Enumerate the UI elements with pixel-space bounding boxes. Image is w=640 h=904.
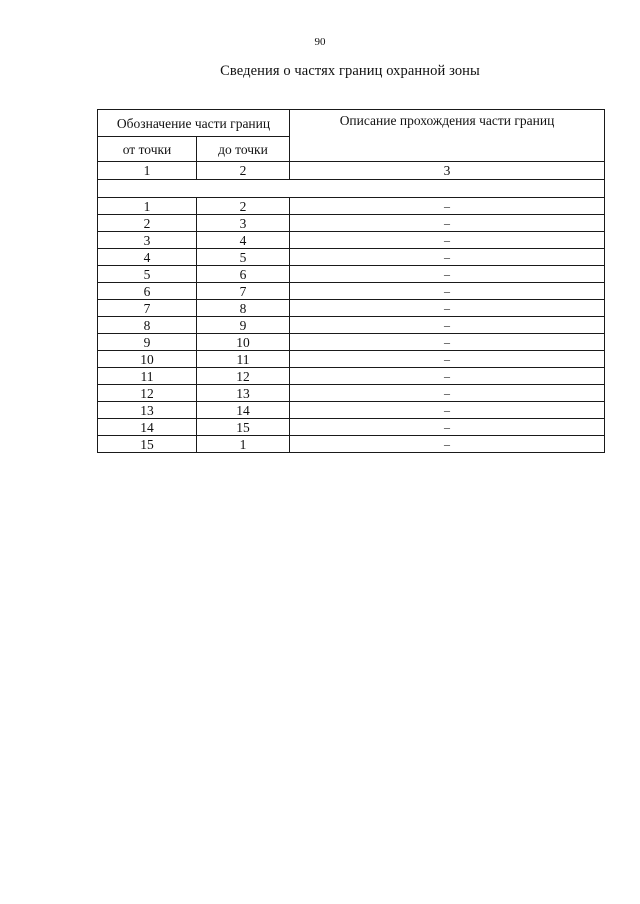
- table-row: [98, 232, 605, 249]
- to-point-cell: 7: [197, 283, 290, 300]
- description-cell: –: [290, 334, 605, 351]
- boundary-parts-table: [97, 109, 605, 453]
- table-row: [98, 436, 605, 453]
- table-row: [98, 419, 605, 436]
- to-point-cell: 15: [197, 419, 290, 436]
- description-cell: –: [290, 215, 605, 232]
- table-row: [98, 198, 605, 215]
- table-row: [98, 266, 605, 283]
- column-number: 1: [98, 162, 197, 180]
- to-point-cell: 13: [197, 385, 290, 402]
- to-point-cell: 2: [197, 198, 290, 215]
- from-point-cell: 8: [98, 317, 197, 334]
- to-point-cell: 1: [197, 436, 290, 453]
- from-point-cell: 7: [98, 300, 197, 317]
- from-point-cell: 11: [98, 368, 197, 385]
- description-cell: –: [290, 283, 605, 300]
- table-row: [98, 385, 605, 402]
- from-point-cell: 6: [98, 283, 197, 300]
- description-cell: –: [290, 249, 605, 266]
- table-row: [98, 300, 605, 317]
- header-boundary-designation: Обозначение части границ: [98, 110, 290, 137]
- separator-cell: [98, 180, 605, 198]
- column-number: 2: [197, 162, 290, 180]
- from-point-cell: 12: [98, 385, 197, 402]
- from-point-cell: 3: [98, 232, 197, 249]
- header-from-point: от точки: [98, 137, 197, 162]
- from-point-cell: 5: [98, 266, 197, 283]
- table-row: [98, 249, 605, 266]
- to-point-cell: 14: [197, 402, 290, 419]
- description-cell: –: [290, 368, 605, 385]
- header-description: Описание прохождения части границ: [290, 110, 605, 162]
- table-row: [98, 368, 605, 385]
- description-cell: –: [290, 436, 605, 453]
- from-point-cell: 10: [98, 351, 197, 368]
- description-cell: –: [290, 385, 605, 402]
- from-point-cell: 9: [98, 334, 197, 351]
- description-cell: –: [290, 402, 605, 419]
- description-cell: –: [290, 266, 605, 283]
- to-point-cell: 3: [197, 215, 290, 232]
- column-number: 3: [290, 162, 605, 180]
- to-point-cell: 6: [197, 266, 290, 283]
- to-point-cell: 4: [197, 232, 290, 249]
- table-row: [98, 283, 605, 300]
- column-number-row: [98, 162, 605, 180]
- from-point-cell: 14: [98, 419, 197, 436]
- description-cell: –: [290, 317, 605, 334]
- from-point-cell: 1: [98, 198, 197, 215]
- table-row: [98, 334, 605, 351]
- table-row: [98, 215, 605, 232]
- to-point-cell: 11: [197, 351, 290, 368]
- to-point-cell: 5: [197, 249, 290, 266]
- to-point-cell: 9: [197, 317, 290, 334]
- table-row: [98, 402, 605, 419]
- table-row: [98, 317, 605, 334]
- from-point-cell: 13: [98, 402, 197, 419]
- description-cell: –: [290, 198, 605, 215]
- from-point-cell: 2: [98, 215, 197, 232]
- description-cell: –: [290, 419, 605, 436]
- description-cell: –: [290, 300, 605, 317]
- from-point-cell: 15: [98, 436, 197, 453]
- table-row: [98, 351, 605, 368]
- description-cell: –: [290, 232, 605, 249]
- separator-row: [98, 180, 605, 198]
- to-point-cell: 10: [197, 334, 290, 351]
- to-point-cell: 8: [197, 300, 290, 317]
- header-to-point: до точки: [197, 137, 290, 162]
- document-title: Сведения о частях границ охранной зоны: [220, 63, 480, 79]
- description-cell: –: [290, 351, 605, 368]
- from-point-cell: 4: [98, 249, 197, 266]
- to-point-cell: 12: [197, 368, 290, 385]
- page-number: 90: [314, 36, 326, 48]
